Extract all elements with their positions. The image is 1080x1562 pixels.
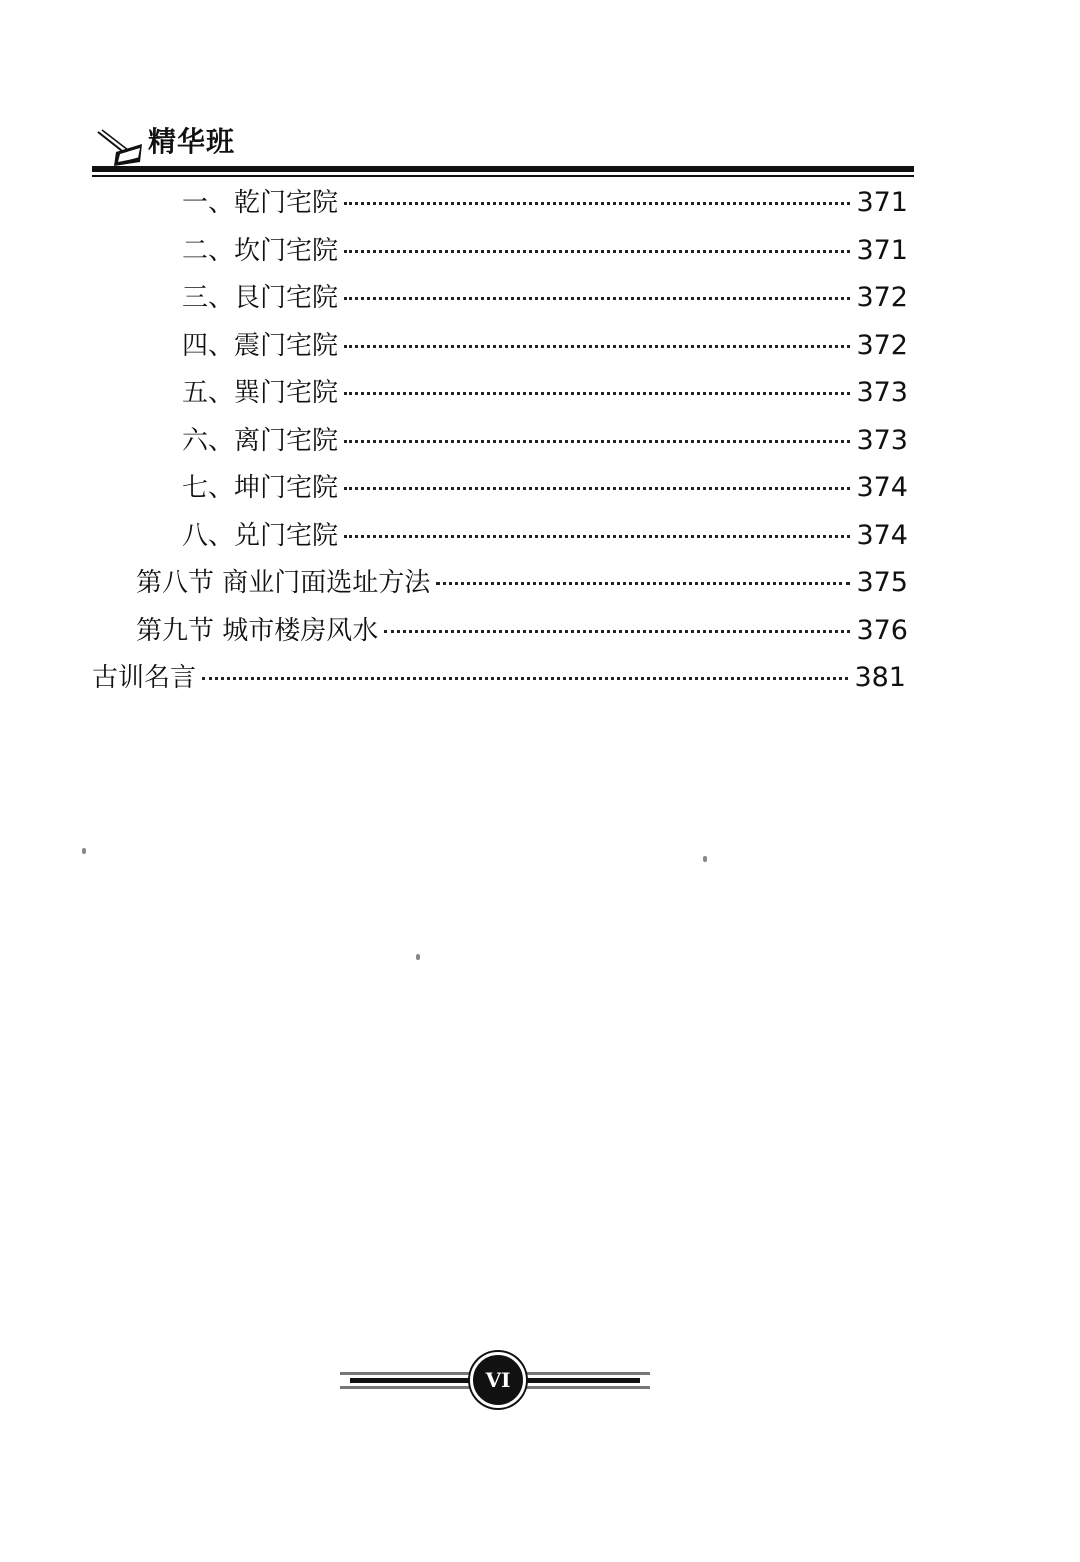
toc-leader-dots xyxy=(344,392,850,395)
scan-speck xyxy=(703,856,707,862)
toc-section-entry xyxy=(136,610,908,650)
toc-entry xyxy=(182,372,908,412)
toc-leader-dots xyxy=(344,250,850,253)
toc-leader-dots xyxy=(436,582,850,585)
header-rule-thin xyxy=(92,175,914,177)
scan-speck xyxy=(416,954,420,960)
toc-leader-dots xyxy=(344,535,850,538)
toc-entry-title: 第九节 城市楼房风水 xyxy=(136,616,379,646)
toc-leader-dots xyxy=(344,297,850,300)
toc-entry-title: 古训名言 xyxy=(92,663,197,693)
toc-leader-dots xyxy=(344,345,850,348)
toc-entry-page: 372 xyxy=(856,330,908,361)
toc-leader-dots xyxy=(344,487,850,490)
toc-entry-title: 一、乾门宅院 xyxy=(182,188,339,218)
toc-entry-title: 三、艮门宅院 xyxy=(182,283,339,313)
toc-entry xyxy=(182,182,908,222)
toc-entry xyxy=(182,230,908,270)
toc-entry-title: 八、兑门宅院 xyxy=(182,521,339,551)
toc-entry-page: 373 xyxy=(856,377,908,408)
toc-section-entry xyxy=(136,562,908,602)
toc-entry-title: 七、坤门宅院 xyxy=(182,473,339,503)
page-number-badge: VI xyxy=(470,1352,526,1408)
toc-entry xyxy=(182,467,908,507)
toc-entry-page: 376 xyxy=(856,615,908,646)
toc-entry-title: 二、坎门宅院 xyxy=(182,236,339,266)
toc-entry-page: 375 xyxy=(856,567,908,598)
toc-entry-page: 381 xyxy=(854,662,906,693)
toc-entry-page: 372 xyxy=(856,282,908,313)
toc-entry xyxy=(182,515,908,555)
header-rule-thick xyxy=(92,166,914,172)
toc-entry-page: 371 xyxy=(856,187,908,218)
scan-speck xyxy=(82,848,86,854)
header-title: 精华班 xyxy=(148,125,236,158)
toc-entry xyxy=(182,277,908,317)
toc-entry xyxy=(182,420,908,460)
toc-entry-page: 374 xyxy=(856,472,908,503)
toc-leader-dots xyxy=(384,630,850,633)
page-footer xyxy=(330,1350,670,1410)
toc-entry-title: 五、巽门宅院 xyxy=(182,378,339,408)
toc-entry-title: 四、震门宅院 xyxy=(182,331,339,361)
toc-leader-dots xyxy=(344,202,850,205)
page-header xyxy=(92,118,914,180)
toc-leader-dots xyxy=(344,440,850,443)
book-pen-icon xyxy=(96,126,146,166)
toc-entry-page: 371 xyxy=(856,235,908,266)
toc-leader-dots xyxy=(202,677,848,680)
toc-entry xyxy=(182,325,908,365)
toc-entry-page: 374 xyxy=(856,520,908,551)
toc-entry-title: 第八节 商业门面选址方法 xyxy=(136,568,431,598)
toc-entry-title: 六、离门宅院 xyxy=(182,426,339,456)
toc-entry-page: 373 xyxy=(856,425,908,456)
toc-chapter-entry xyxy=(92,657,906,697)
